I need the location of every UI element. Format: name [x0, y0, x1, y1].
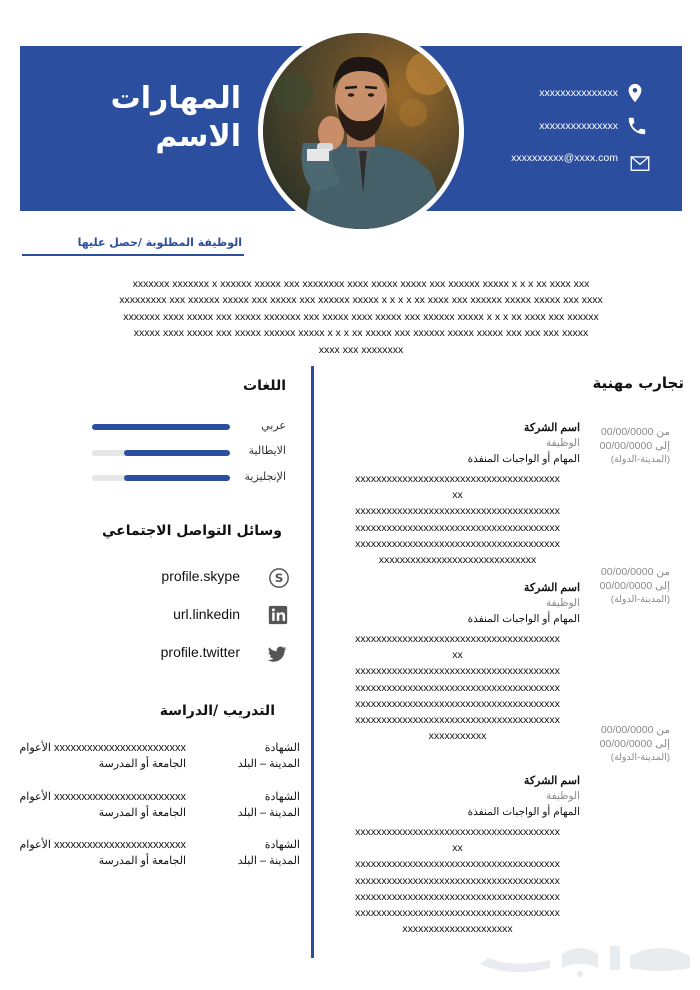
training-item — [0, 790, 300, 824]
tasks-label: المهام أو الواجبات المنفذة — [467, 806, 580, 818]
languages-title: اللغات — [243, 378, 286, 394]
description-line: xxxxxxxxxxxxxxxxxxxxxxxxxxxxxxxxxxxxxxx — [355, 874, 560, 887]
summary-line: xxxx xxx xxxxxxxx — [318, 343, 404, 356]
training-school: الجامعة أو المدرسة — [98, 758, 186, 770]
tasks-label: المهام أو الواجبات المنفذة — [467, 613, 580, 625]
social-title: وسائل التواصل الاجتماعي — [102, 523, 282, 539]
description-line: xxxxxxxxxxxxxxxxxxxxxxxxxxxxxxxxxxxxxxx — [355, 858, 560, 871]
summary-line: xxxxxxxxx xxx xxxxxx xxxxx xxx xxxxx xxx xxxxxx xxxxx x x x x xx xxxx xxx xxxxxx xxxxx xxxxx xxx xxxx — [119, 294, 603, 307]
summary-line: xxxxxxx xxxx xxxxx xxx xxxxx xxxxxxx xxx xxxxx xxxx xxxxx xxx xxxxxx xxxxx x x x xx xxxx xxx xxxxxx — [123, 310, 599, 323]
language-level-fill — [92, 424, 230, 430]
date-to: إلى 00/00/0000 — [599, 737, 670, 750]
training-title: التدريب /الدراسة — [159, 703, 275, 719]
description-line: xx — [452, 649, 463, 662]
column-divider — [311, 366, 314, 958]
job-role: الوظيفة — [545, 790, 580, 802]
company-name: اسم الشركة — [523, 582, 580, 594]
company-name: اسم الشركة — [523, 775, 580, 787]
language-label: الايطالية — [248, 444, 286, 457]
summary-line: xxxxxxx xxxxxxx x xxxxxx xxxxx xxx xxxxxxxx xxxx xxxxx xxxxx xxx xxxxxx xxxxx x x x xx xxxx xxx — [132, 278, 590, 290]
social-item-linkedin[interactable] — [150, 604, 290, 628]
tasks-label: المهام أو الواجبات المنفذة — [467, 453, 580, 465]
linkedin-icon — [268, 605, 288, 625]
description-line: xxxxxxxxxxxxxxxxxxxxxxxxxxxxxxxxxxxxxxx — [355, 473, 560, 485]
description-line: xxxxxxxxxxxxxxxxxxxxxxxxxxxxxxxxxxxxxxx — [355, 521, 560, 534]
name-block — [111, 80, 241, 156]
training-years: xxxxxxxxxxxxxxxxxxxxxxxx الأعوام — [19, 839, 186, 851]
description-line: xx — [452, 489, 463, 502]
experience-title: تجارب مهنية — [592, 374, 684, 392]
location-pin-icon — [624, 82, 646, 104]
language-level-bar — [92, 450, 230, 456]
description-line: xxxxxxxxxxxxxxxxxxxxxxxxxxxxxxxxxxxxxxx — [355, 907, 560, 920]
profile-photo — [258, 28, 464, 234]
svg-text:S: S — [274, 571, 284, 586]
experience-description — [335, 631, 580, 744]
experience-description — [335, 824, 580, 937]
date-from: من 00/00/0000 — [600, 566, 670, 578]
social-text[interactable]: profile.twitter — [160, 644, 240, 660]
phone-icon — [626, 115, 648, 137]
training-city: المدينة – البلد — [237, 807, 300, 819]
date-from: من 00/00/0000 — [600, 426, 670, 438]
experience-dates — [600, 724, 670, 765]
description-line: xxxxxxxxxxxxxxxxxxxxxxxxxxxxxxxxxxxxxxx — [355, 681, 560, 694]
experience-item — [468, 774, 580, 820]
training-school: الجامعة أو المدرسة — [98, 855, 186, 867]
training-city: المدينة – البلد — [237, 855, 300, 867]
training-item — [0, 741, 300, 775]
description-line: xxxxxxxxxxxxxxxxxxxxxxxxxxxxxxxxxxxxxxx — [355, 665, 560, 678]
contact-location-text: xxxxxxxxxxxxxxx — [539, 87, 618, 99]
description-line: xxxxxxxxxxxxxxxxxxxxxxxxxxxxxxxxxxxxxxx — [355, 537, 560, 550]
description-line: xxxxxxxxxxxxxxxxxxxxx — [402, 923, 513, 936]
training-degree: الشهادة — [264, 839, 300, 851]
description-line: xx — [452, 842, 463, 855]
company-name: اسم الشركة — [523, 422, 580, 434]
training-city: المدينة – البلد — [237, 758, 300, 770]
description-line: xxxxxxxxxxxxxxxxxxxxxxxxxxxxxxxxxxxxxxx — [355, 714, 560, 727]
experience-dates — [600, 566, 670, 607]
date-to: إلى 00/00/0000 — [599, 579, 670, 592]
experience-description — [335, 471, 580, 568]
contact-phone-text: xxxxxxxxxxxxxxx — [539, 120, 618, 132]
envelope-icon — [628, 154, 652, 174]
name-line-2: الاسم — [155, 119, 241, 154]
language-level-fill — [124, 450, 230, 456]
social-item-skype[interactable] — [150, 566, 290, 590]
date-location: (المدينة-الدولة) — [610, 594, 670, 605]
description-line: xxxxxxxxxxxxxxxxxxxxxxxxxxxxxxxxxxxxxxx — [355, 826, 560, 838]
description-line: xxxxxxxxxxxxxxxxxxxxxxxxxxxxxxxxxxxxxxx — [355, 697, 560, 710]
experience-item — [468, 421, 580, 467]
description-line: xxxxxxxxxxxxxxxxxxxxxxxxxxxxxxxxxxxxxxx — [355, 633, 560, 645]
training-school: الجامعة أو المدرسة — [98, 807, 186, 819]
social-item-twitter[interactable] — [150, 642, 290, 666]
job-role: الوظيفة — [545, 597, 580, 609]
description-line: xxxxxxxxxxx — [428, 730, 487, 743]
date-from: من 00/00/0000 — [600, 724, 670, 736]
person-illustration — [263, 33, 459, 229]
summary-line: xxxxx xxxx xxxxx xxx xxxxx xxxxxx xxxxx x x x xx xxxxx xxx xxxxxx xxxxx xxxxx xxx xxx xxx xxxxx — [133, 327, 589, 340]
language-level-bar — [92, 424, 230, 430]
training-degree: الشهادة — [264, 742, 300, 754]
description-line: xxxxxxxxxxxxxxxxxxxxxxxxxxxxxxxxxxxxxxx — [355, 505, 560, 518]
experience-item — [468, 581, 580, 627]
job-title: الوظيفة المطلوبة /حصل عليها — [77, 236, 242, 249]
social-text[interactable]: profile.skype — [161, 568, 240, 584]
training-degree: الشهادة — [264, 791, 300, 803]
language-label: الإنجليزية — [244, 470, 286, 483]
training-years: xxxxxxxxxxxxxxxxxxxxxxxx الأعوام — [19, 791, 186, 803]
twitter-icon — [266, 643, 288, 665]
description-line: xxxxxxxxxxxxxxxxxxxxxxxxxxxxxxxxxxxxxxx — [355, 890, 560, 903]
language-level-fill — [124, 475, 230, 481]
date-to: إلى 00/00/0000 — [599, 439, 670, 452]
job-title-underline — [22, 254, 244, 256]
description-line: xxxxxxxxxxxxxxxxxxxxxxxxxxxxxx — [378, 554, 537, 567]
date-location: (المدينة-الدولة) — [610, 454, 670, 465]
language-level-bar — [92, 475, 230, 481]
experience-dates — [600, 426, 670, 467]
contact-email-text: xxxxxxxxxx@xxxx.com — [511, 152, 618, 164]
summary-paragraph — [50, 276, 672, 358]
haraj-watermark-logo — [470, 934, 700, 982]
date-location: (المدينة-الدولة) — [610, 752, 670, 763]
name-line-1: المهارات — [110, 81, 241, 116]
job-role: الوظيفة — [545, 437, 580, 449]
training-years: xxxxxxxxxxxxxxxxxxxxxxxx الأعوام — [19, 742, 186, 754]
skype-icon — [268, 567, 290, 589]
language-label: عربي — [261, 419, 286, 432]
social-text[interactable]: url.linkedin — [173, 606, 240, 622]
training-item — [0, 838, 300, 872]
